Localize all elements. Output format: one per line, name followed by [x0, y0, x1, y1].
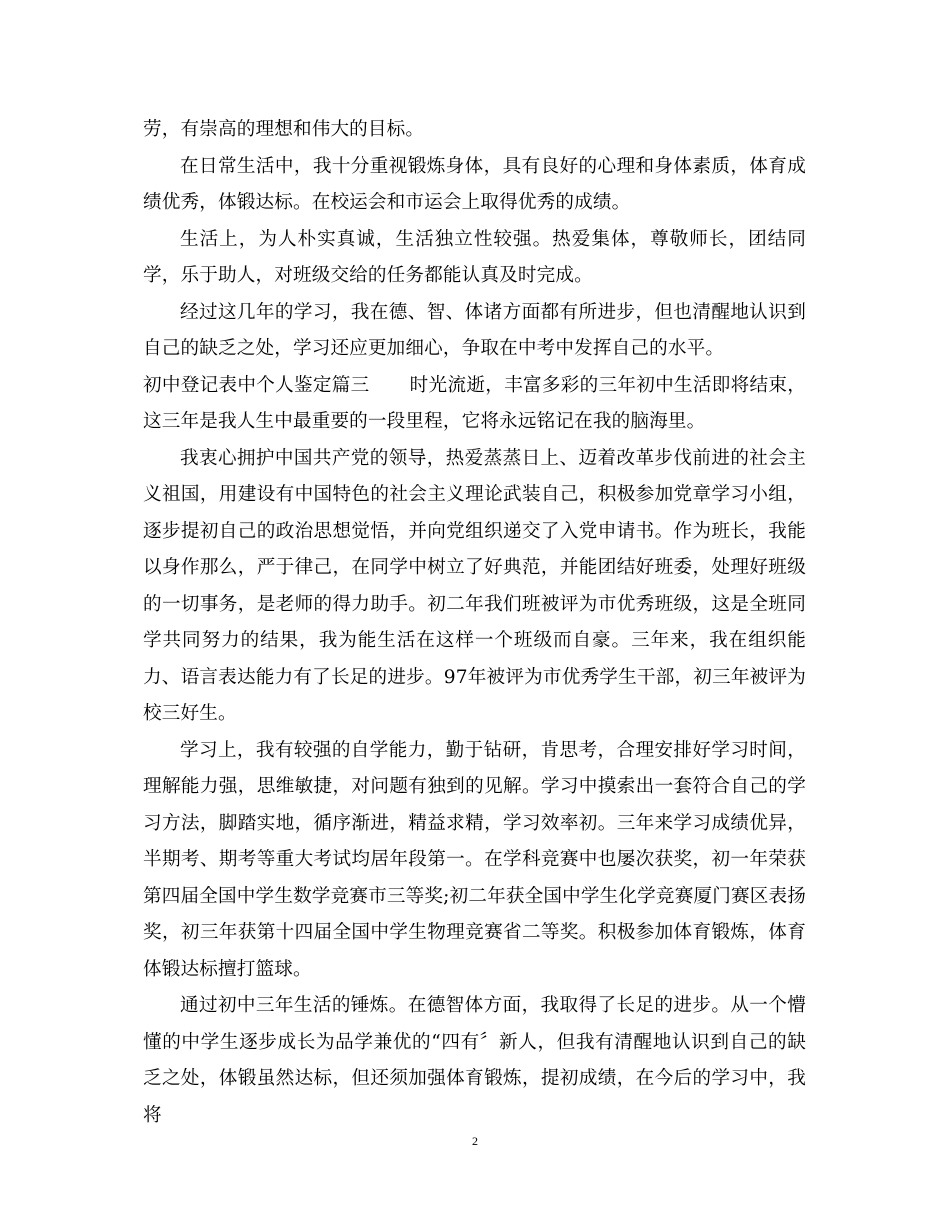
paragraph-6: 学习上，我有较强的自学能力，勤于钻研，肯思考，合理安排好学习时间，理解能力强，思维敏捷，对问题有独到的见解。学习中摸索出一套符合自己的学习方法，脚踏实地，循序渐进，精益求精，学习效率初。三年来学习成绩优异，半期考、期考等重大考试均居年段第一。在学科竞赛中也屡次获奖，初一年荣获第四届全国中学生数学竞赛市三等奖;初二年获全国中学生化学竞赛厦门赛区表扬奖，初三年获第十四届全国中学生物理竞赛省二等奖。积极参加体育锻炼，体育体锻达标擅打篮球。	[143, 739, 806, 980]
section-intro-text: 时光流逝，丰富多彩的三年初中生活即将结束，这三年是我人生中最重要的一段里程，它将永远铭记在我的脑海里。	[143, 374, 806, 432]
paragraph-1: 在日常生活中，我十分重视锻炼身体，具有良好的心理和身体素质，体育成绩优秀，体锻达标。在校运会和市运会上取得优秀的成绩。	[143, 155, 806, 213]
section-heading: 初中登记表中个人鉴定篇三	[143, 374, 370, 396]
paragraph-0: 劳，有崇高的理想和伟大的目标。	[143, 119, 425, 140]
page-number: 2	[472, 1134, 478, 1148]
paragraph-3: 经过这几年的学习，我在德、智、体诸方面都有所进步，但也清醒地认识到自己的缺乏之处，学习还应更加细心，争取在中考中发挥自己的水平。	[143, 301, 806, 359]
paragraph-4	[143, 368, 806, 441]
document-body	[143, 112, 806, 1134]
paragraph-7: 通过初中三年生活的锤炼。在德智体方面，我取得了长足的进步。从一个懵懂的中学生逐步成长为品学兼优的“四有〞新人，但我有清醒地认识到自己的缺乏之处，体锻虽然达标，但还须加强体育锻炼，提初成绩，在今后的学习中，我将	[143, 995, 806, 1126]
paragraph-5: 我衷心拥护中国共产党的领导，热爱蒸蒸日上、迈着改革步伐前进的社会主义祖国，用建设有中国特色的社会主义理论武装自己，积极参加党章学习小组，逐步提初自己的政治思想觉悟，并向党组织递交了入党申请书。作为班长，我能以身作那么，严于律己，在同学中树立了好典范，并能团结好班委，处理好班级的一切事务，是老师的得力助手。初二年我们班被评为市优秀班级，这是全班同学共同努力的结果，我为能生活在这样一个班级而自豪。三年来，我在组织能力、语言表达能力有了长足的进步。97年被评为市优秀学生干部，初三年被评为校三好生。	[143, 447, 806, 724]
paragraph-2: 生活上，为人朴实真诚，生活独立性较强。热爱集体，尊敬师长，团结同学，乐于助人，对班级交给的任务都能认真及时完成。	[143, 228, 806, 286]
